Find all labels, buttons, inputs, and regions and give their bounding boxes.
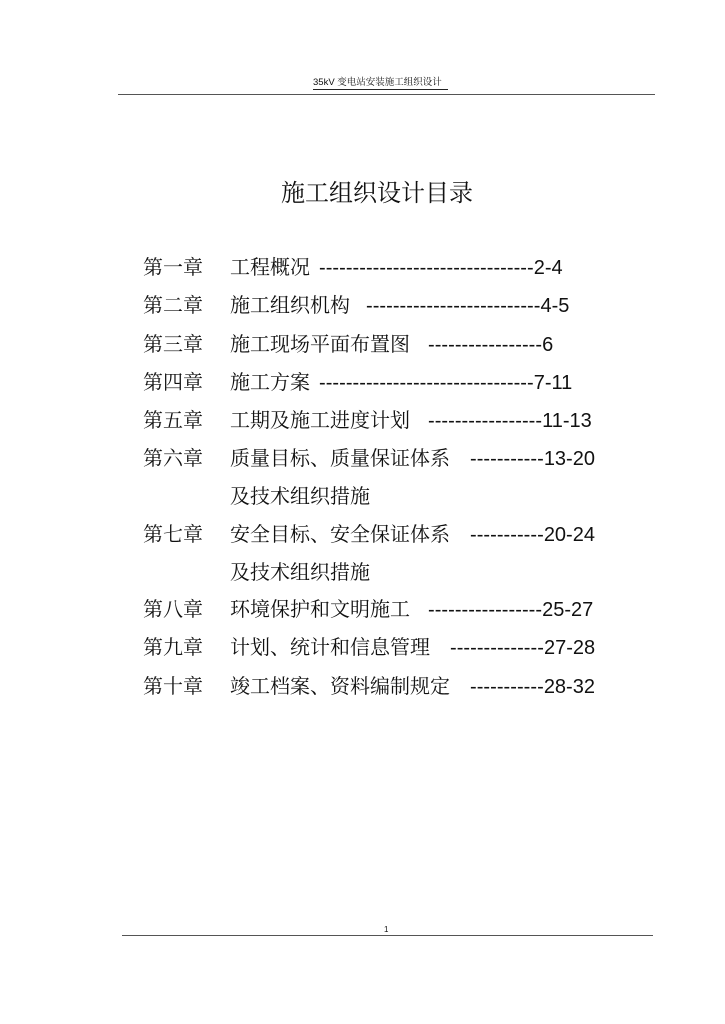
toc-page-range: 20-24	[543, 524, 595, 546]
toc-chapter-label: 第三章	[143, 334, 203, 356]
toc-entry-title: 安全目标、安全保证体系	[230, 524, 450, 546]
toc-page-range: 6	[542, 334, 554, 356]
toc-entry-text	[230, 409, 592, 433]
toc-entry	[0, 256, 725, 280]
toc-entry-continuation	[0, 561, 725, 585]
toc-chapter-label: 第九章	[143, 637, 203, 659]
toc-entry-text	[230, 371, 572, 395]
toc-leader: -----------------	[428, 599, 543, 621]
toc-leader: -----------	[470, 448, 544, 470]
footer-rule	[122, 935, 653, 936]
toc-entry-title-continuation: 及技术组织措施	[230, 486, 370, 508]
toc-entry-text	[230, 294, 569, 318]
toc-entry-title: 施工组织机构	[230, 295, 350, 317]
toc-entry	[0, 675, 725, 699]
toc-title: 施工组织设计目录	[281, 180, 473, 207]
toc-entry-title: 施工方案	[230, 372, 310, 394]
toc-leader: -----------	[470, 676, 544, 698]
toc-leader: -----------	[470, 524, 544, 546]
toc-entry-text	[230, 675, 595, 699]
toc-page-range: 11-13	[542, 410, 592, 432]
toc-entry	[0, 636, 725, 660]
toc-entry	[0, 294, 725, 318]
toc-leader: --------------------------------	[319, 372, 534, 394]
toc-page-range: 2-4	[533, 257, 563, 279]
toc-entry-text	[230, 333, 553, 357]
toc-entry-title: 质量目标、质量保证体系	[230, 448, 450, 470]
toc-entry-title: 竣工档案、资料编制规定	[230, 676, 450, 698]
toc-entry-text	[230, 256, 563, 280]
toc-entry	[0, 598, 725, 622]
toc-entry-text	[230, 636, 595, 660]
toc-entry-title-continuation: 及技术组织措施	[230, 562, 370, 584]
toc-chapter-label: 第七章	[143, 524, 203, 546]
toc-entry	[0, 447, 725, 471]
toc-leader: --------------------------	[366, 295, 541, 317]
toc-entry-title: 环境保护和文明施工	[230, 599, 410, 621]
toc-chapter-label: 第十章	[143, 676, 203, 698]
toc-chapter-label: 第八章	[143, 599, 203, 621]
toc-page-range: 27-28	[543, 637, 596, 659]
running-header-text: 35kV 变电站安装施工组织设计	[313, 77, 442, 88]
toc-entry-title: 工期及施工进度计划	[230, 410, 410, 432]
toc-page-range: 28-32	[543, 676, 595, 698]
toc-chapter-label: 第二章	[143, 295, 203, 317]
toc-chapter-label: 第一章	[143, 257, 203, 279]
toc-entry-title: 计划、统计和信息管理	[230, 637, 430, 659]
toc-entry	[0, 333, 725, 357]
toc-leader: -----------------	[428, 334, 543, 356]
toc-entry-text	[230, 598, 593, 622]
toc-entry-title: 施工现场平面布置图	[230, 334, 410, 356]
toc-page-range: 4-5	[540, 295, 570, 317]
toc-entry	[0, 409, 725, 433]
header-rule	[118, 94, 655, 95]
toc-entry-text	[230, 523, 595, 547]
toc-leader: --------------	[450, 637, 544, 659]
toc-page-range: 13-20	[543, 448, 595, 470]
toc-leader: -----------------	[428, 410, 543, 432]
toc-entry-title: 工程概况	[230, 257, 310, 279]
toc-page-range: 7-11	[533, 372, 573, 394]
toc-entry-text	[230, 447, 595, 471]
toc-chapter-label: 第六章	[143, 448, 203, 470]
toc-chapter-label: 第五章	[143, 410, 203, 432]
toc-entry-continuation	[0, 485, 725, 509]
toc-page-range: 25-27	[542, 599, 594, 621]
toc-entry	[0, 371, 725, 395]
toc-leader: --------------------------------	[319, 257, 534, 279]
running-header	[313, 77, 448, 90]
toc-entry	[0, 523, 725, 547]
toc-chapter-label: 第四章	[143, 372, 203, 394]
page-number: 1	[384, 925, 389, 934]
